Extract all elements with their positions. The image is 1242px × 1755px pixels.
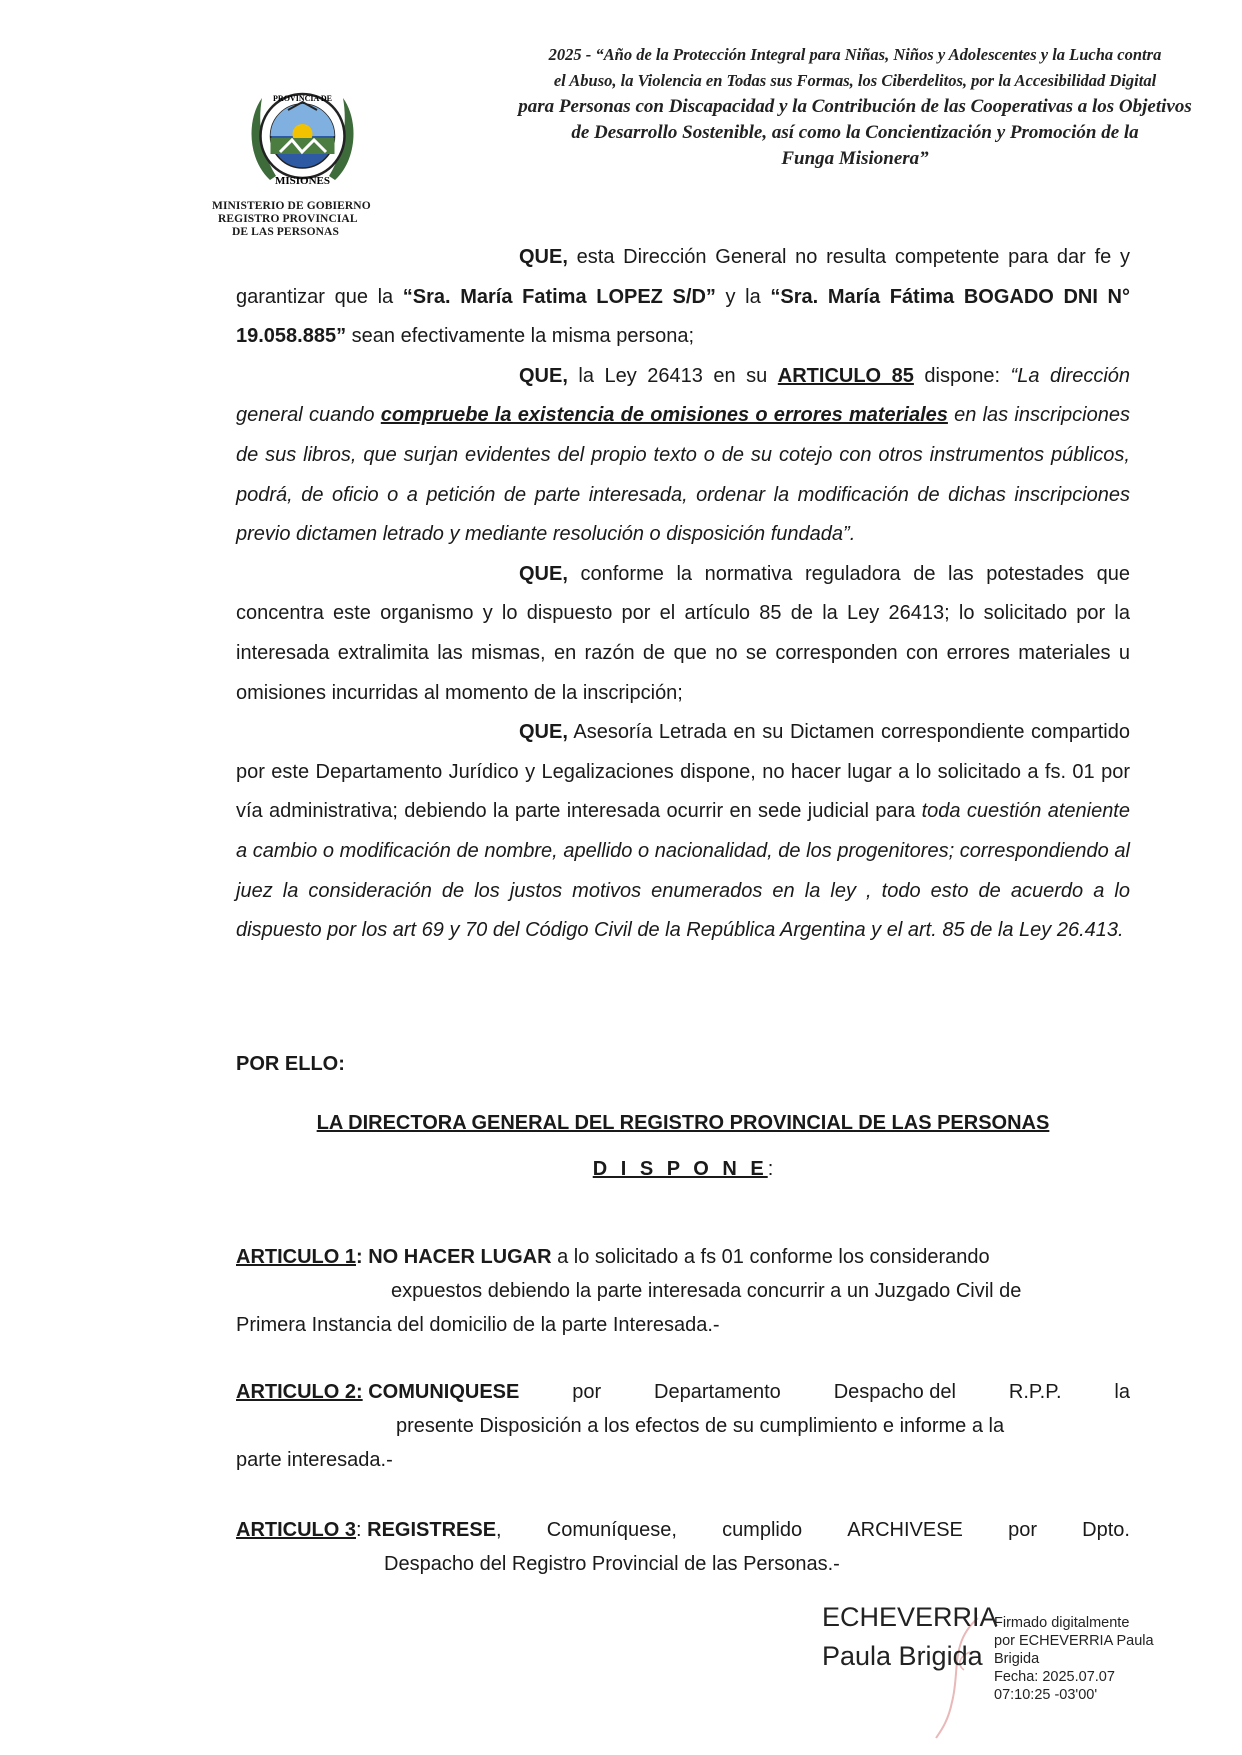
que-label: QUE, <box>519 246 568 268</box>
ministry-line: MINISTERIO DE GOBIERNO <box>212 200 371 212</box>
text: Asesoría Letrada en su Dictamen correspondiente compartido por este Departamento Jurídico y Legalizaciones dispone, no hacer lugar a lo solicitado a fs. 01 por vía administrativa; debiendo la parte interesada ocurrir en sede judicial para <box>236 721 1130 823</box>
article-word: por <box>572 1381 602 1403</box>
article-label: ARTICULO 2: <box>236 1381 363 1403</box>
considerando-paragraph-4 <box>236 713 1130 951</box>
motto-line: el Abuso, la Violencia en Todas sus Formas, los Ciberdelitos, por la Accesibilidad Digital <box>553 71 1157 90</box>
article-reference: ARTICULO 85 <box>777 364 914 387</box>
article-text: Primera Instancia del domicilio de la parte Interesada.- <box>236 1314 720 1336</box>
text: dispone: <box>913 364 1011 387</box>
article-label: ARTICULO 3 <box>236 1519 356 1541</box>
article-text: Despacho del Registro Provincial de las Personas.- <box>384 1553 840 1575</box>
article-text: parte interesada.- <box>236 1449 393 1471</box>
article-word: Comuníquese, <box>546 1519 677 1541</box>
considerando-paragraph-1 <box>236 238 1130 357</box>
motto-line: 2025 - “Año de la Protección Integral para Niñas, Niños y Adolescentes y la Lucha contra <box>548 45 1162 64</box>
que-label: QUE, <box>519 562 568 585</box>
ministry-header <box>200 200 400 239</box>
article-word: la <box>1114 1381 1130 1403</box>
year-motto <box>495 42 1215 172</box>
que-label: QUE, <box>519 721 568 744</box>
province-seal <box>240 80 365 198</box>
article-1 <box>236 1240 1130 1342</box>
article-text: presente Disposición a los efectos de su cumplimiento e informe a la <box>396 1415 1005 1437</box>
text: y la <box>715 285 771 308</box>
article-action: COMUNIQUESE <box>368 1381 520 1403</box>
ministry-line: REGISTRO PROVINCIAL <box>218 213 358 225</box>
signature-info <box>994 1614 1154 1704</box>
seal-bottom-text: MISIONES <box>274 175 331 187</box>
document-body <box>236 238 1130 951</box>
text: esta Dirección General no resulta competente para dar fe y garantizar que la <box>236 246 1130 308</box>
dispone-colon: : <box>767 1158 774 1180</box>
article-text: a lo solicitado a fs 01 conforme los considerando <box>551 1246 990 1268</box>
quote-text: toda cuestión ateniente a cambio o modificación de nombre, apellido o nacionalidad, de los progenitores; correspondiendo al juez la consideración de los justos motivos enumerados en la ley , todo esto de acuerdo a lo dispuesto por los art 69 y 70 del Código Civil de la República Argentina y el art. 85 de la Ley 26.413. <box>236 800 1130 942</box>
article-2 <box>236 1375 1130 1477</box>
quote-emphasis: compruebe la existencia de omisiones o errores materiales <box>380 404 948 427</box>
signature-info-line: 07:10:25 -03'00' <box>994 1687 1098 1703</box>
article-colon: : <box>356 1519 362 1541</box>
por-ello-heading: POR ELLO: <box>236 1053 345 1075</box>
article-text: expuestos debiendo la parte interesada concurrir a un Juzgado Civil de <box>391 1280 1022 1302</box>
motto-line: de Desarrollo Sostenible, así como la Concientización y Promoción de la <box>571 122 1139 143</box>
signer-name <box>822 1598 998 1676</box>
person-name: “Sra. María Fatima LOPEZ S/D” <box>402 285 716 308</box>
directora-heading: LA DIRECTORA GENERAL DEL REGISTRO PROVINCIAL DE LAS PERSONAS <box>316 1112 1050 1134</box>
quote-text: “La dirección general cuando <box>236 364 1131 427</box>
person-name: “Sra. María Fátima BOGADO DNI N° 19.058.885” <box>236 285 1130 348</box>
motto-line: para Personas con Discapacidad y la Contribución de las Cooperativas a los Objetivos <box>518 96 1192 117</box>
signature-info-line: Fecha: 2025.07.07 <box>994 1669 1115 1685</box>
article-word: , <box>496 1519 502 1541</box>
article-word: Despacho del <box>833 1381 956 1403</box>
article-word: cumplido <box>722 1519 803 1541</box>
article-word: Departamento <box>654 1381 781 1403</box>
considerando-paragraph-3 <box>236 555 1130 713</box>
article-3 <box>236 1513 1130 1581</box>
article-label: ARTICULO 1 <box>236 1246 356 1268</box>
dispone-word: D I S P O N E <box>592 1158 768 1180</box>
considerando-paragraph-2 <box>236 357 1130 555</box>
article-word: R.P.P. <box>1008 1381 1062 1403</box>
article-word: Dpto. <box>1082 1519 1130 1541</box>
signature-info-line: Firmado digitalmente <box>994 1615 1130 1631</box>
signer-surname: ECHEVERRIA <box>822 1602 998 1632</box>
text: conforme la normativa reguladora de las potestades que concentra este organismo y lo dispuesto por el artículo 85 de la Ley 26413; lo solicitado por la interesada extralimita las mismas, en razón de que no se corresponden con errores materiales u omisiones incurridas al momento de la inscripción; <box>236 562 1130 704</box>
text: la Ley 26413 en su <box>567 364 778 387</box>
signature-info-line: Brigida <box>994 1651 1040 1667</box>
article-action: REGISTRESE <box>367 1519 497 1541</box>
signer-given-name: Paula Brigida <box>822 1641 983 1671</box>
seal-top-text: PROVINCIA DE <box>273 94 332 103</box>
article-word: ARCHIVESE <box>847 1519 963 1541</box>
article-colon: : <box>356 1246 363 1268</box>
dispone-heading <box>236 1158 1130 1181</box>
article-action: NO HACER LUGAR <box>362 1246 552 1268</box>
motto-line: Funga Misionera” <box>781 148 929 169</box>
text: sean efectivamente la misma persona; <box>346 325 695 348</box>
signature-info-line: por ECHEVERRIA Paula <box>994 1633 1154 1649</box>
ministry-line: DE LAS PERSONAS <box>232 226 339 238</box>
article-word: por <box>1008 1519 1037 1541</box>
que-label: QUE, <box>519 364 568 387</box>
quote-text: en las inscripciones de sus libros, que surjan evidentes del propio texto o de su cotejo con otros instrumentos públicos, podrá, de oficio o a petición de parte interesada, ordenar la modificación de dichas inscripciones previo dictamen letrado y mediante resolución o disposición fundada”. <box>236 404 1130 546</box>
